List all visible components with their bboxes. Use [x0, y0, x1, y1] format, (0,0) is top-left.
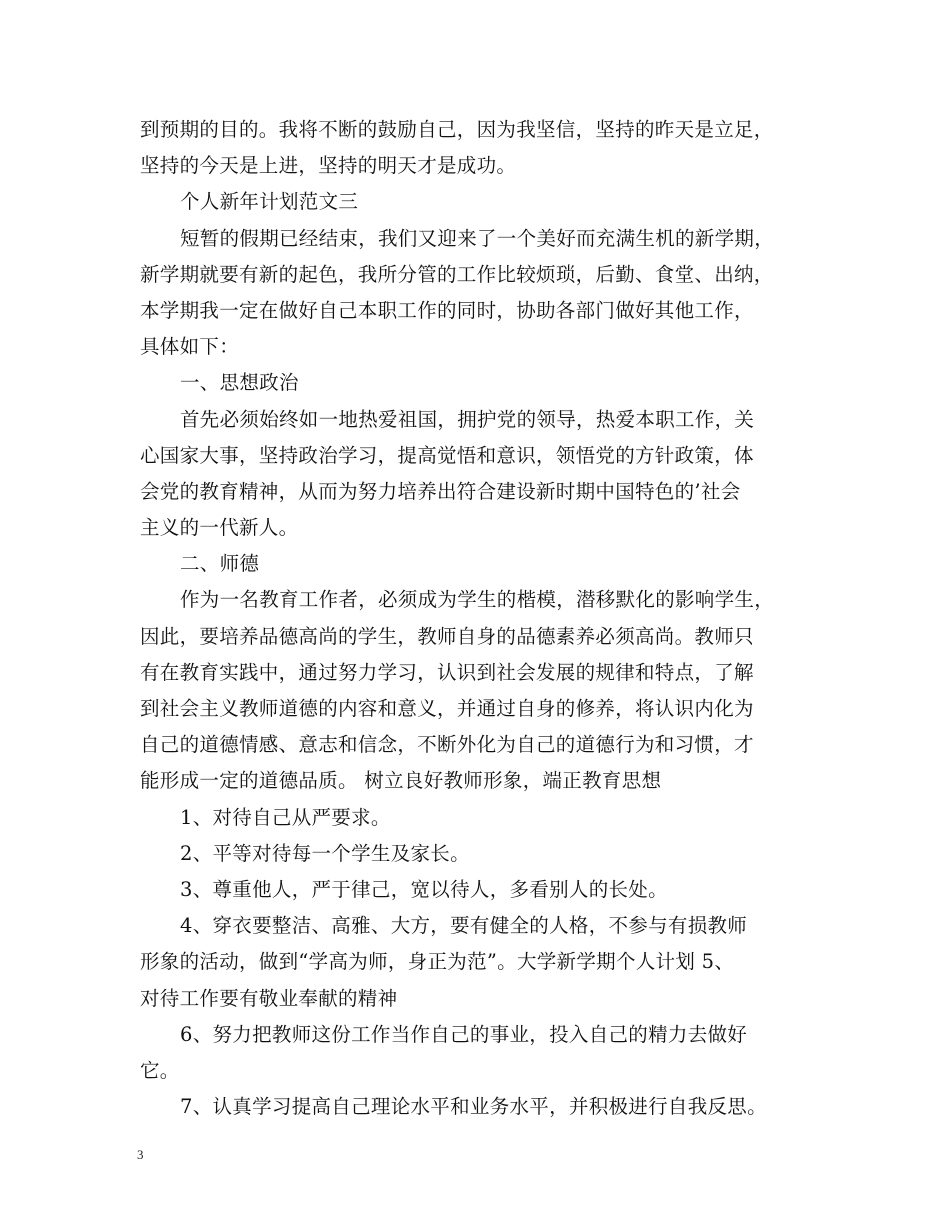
text-line: 1、对待自己从严要求。 [180, 805, 391, 829]
text-line: 主义的一代新人。 [140, 516, 299, 540]
text-line: 一、思想政治 [180, 371, 299, 395]
text-line: 到预期的目的。我将不断的鼓励自己，因为我坚信，坚持的昨天是立足， [140, 118, 774, 141]
text-line: 会党的教育精神，从而为努力培养出符合建设新时期中国特色的’社会 [140, 479, 741, 503]
text-line: 形象的活动，做到“学高为师，身正为范”。大学新学期个人计划 5、 [140, 950, 735, 974]
text-line: 有在教育实践中，通过努力学习，认识到社会发展的规律和特点，了解 [140, 660, 754, 684]
text-line: 它。 [140, 1058, 180, 1082]
text-line: 新学期就要有新的起色，我所分管的工作比较烦琐，后勤、食堂、出纳， [140, 262, 774, 286]
document-body [140, 112, 830, 1125]
text-line: 到社会主义教师道德的内容和意义，并通过自身的修养，将认识内化为 [140, 697, 754, 720]
text-line: 4、穿衣要整洁、高雅、大方，要有健全的人格，不参与有损教师 [180, 914, 748, 938]
text-line: 个人新年计划范文三 [180, 190, 359, 214]
text-line: 二、师德 [180, 552, 260, 576]
text-line: 2、平等对待每一个学生及家长。 [180, 841, 470, 865]
text-line: 本学期我一定在做好自己本职工作的同时，协助各部门做好其他工作， [140, 298, 754, 322]
text-line: 作为一名教育工作者，必须成为学生的楷模，潜移默化的影响学生， [180, 588, 775, 612]
text-line: 心国家大事，坚持政治学习，提高觉悟和意识，领悟党的方针政策，体 [140, 443, 754, 467]
text-line: 自己的道德情感、意志和信念，不断外化为自己的道德行为和习惯，才 [140, 733, 754, 757]
text-line: 对待工作要有敬业奉献的精神 [140, 986, 398, 1010]
text-line: 短暂的假期已经结束，我们又迎来了一个美好而充满生机的新学期， [180, 226, 775, 250]
text-line: 坚持的今天是上进，坚持的明天才是成功。 [140, 154, 517, 178]
text-line: 7、认真学习提高自己理论水平和业务水平，并积极进行自我反思。 [180, 1095, 767, 1119]
page-number: 3 [137, 1147, 144, 1162]
text-line: 6、努力把教师这份工作当作自己的事业，投入自己的精力去做好 [180, 1022, 748, 1046]
text-line: 3、尊重他人，严于律己，宽以待人，多看别人的长处。 [180, 877, 668, 901]
text-line: 首先必须始终如一地热爱祖国，拥护党的领导，热爱本职工作，关 [180, 407, 755, 431]
text-line: 具体如下： [140, 335, 240, 359]
text-line: 因此，要培养品德高尚的学生，教师自身的品德素养必须高尚。教师只 [140, 624, 754, 648]
text-line: 能形成一定的道德品质。 树立良好教师形象，端正教育思想 [140, 769, 662, 793]
